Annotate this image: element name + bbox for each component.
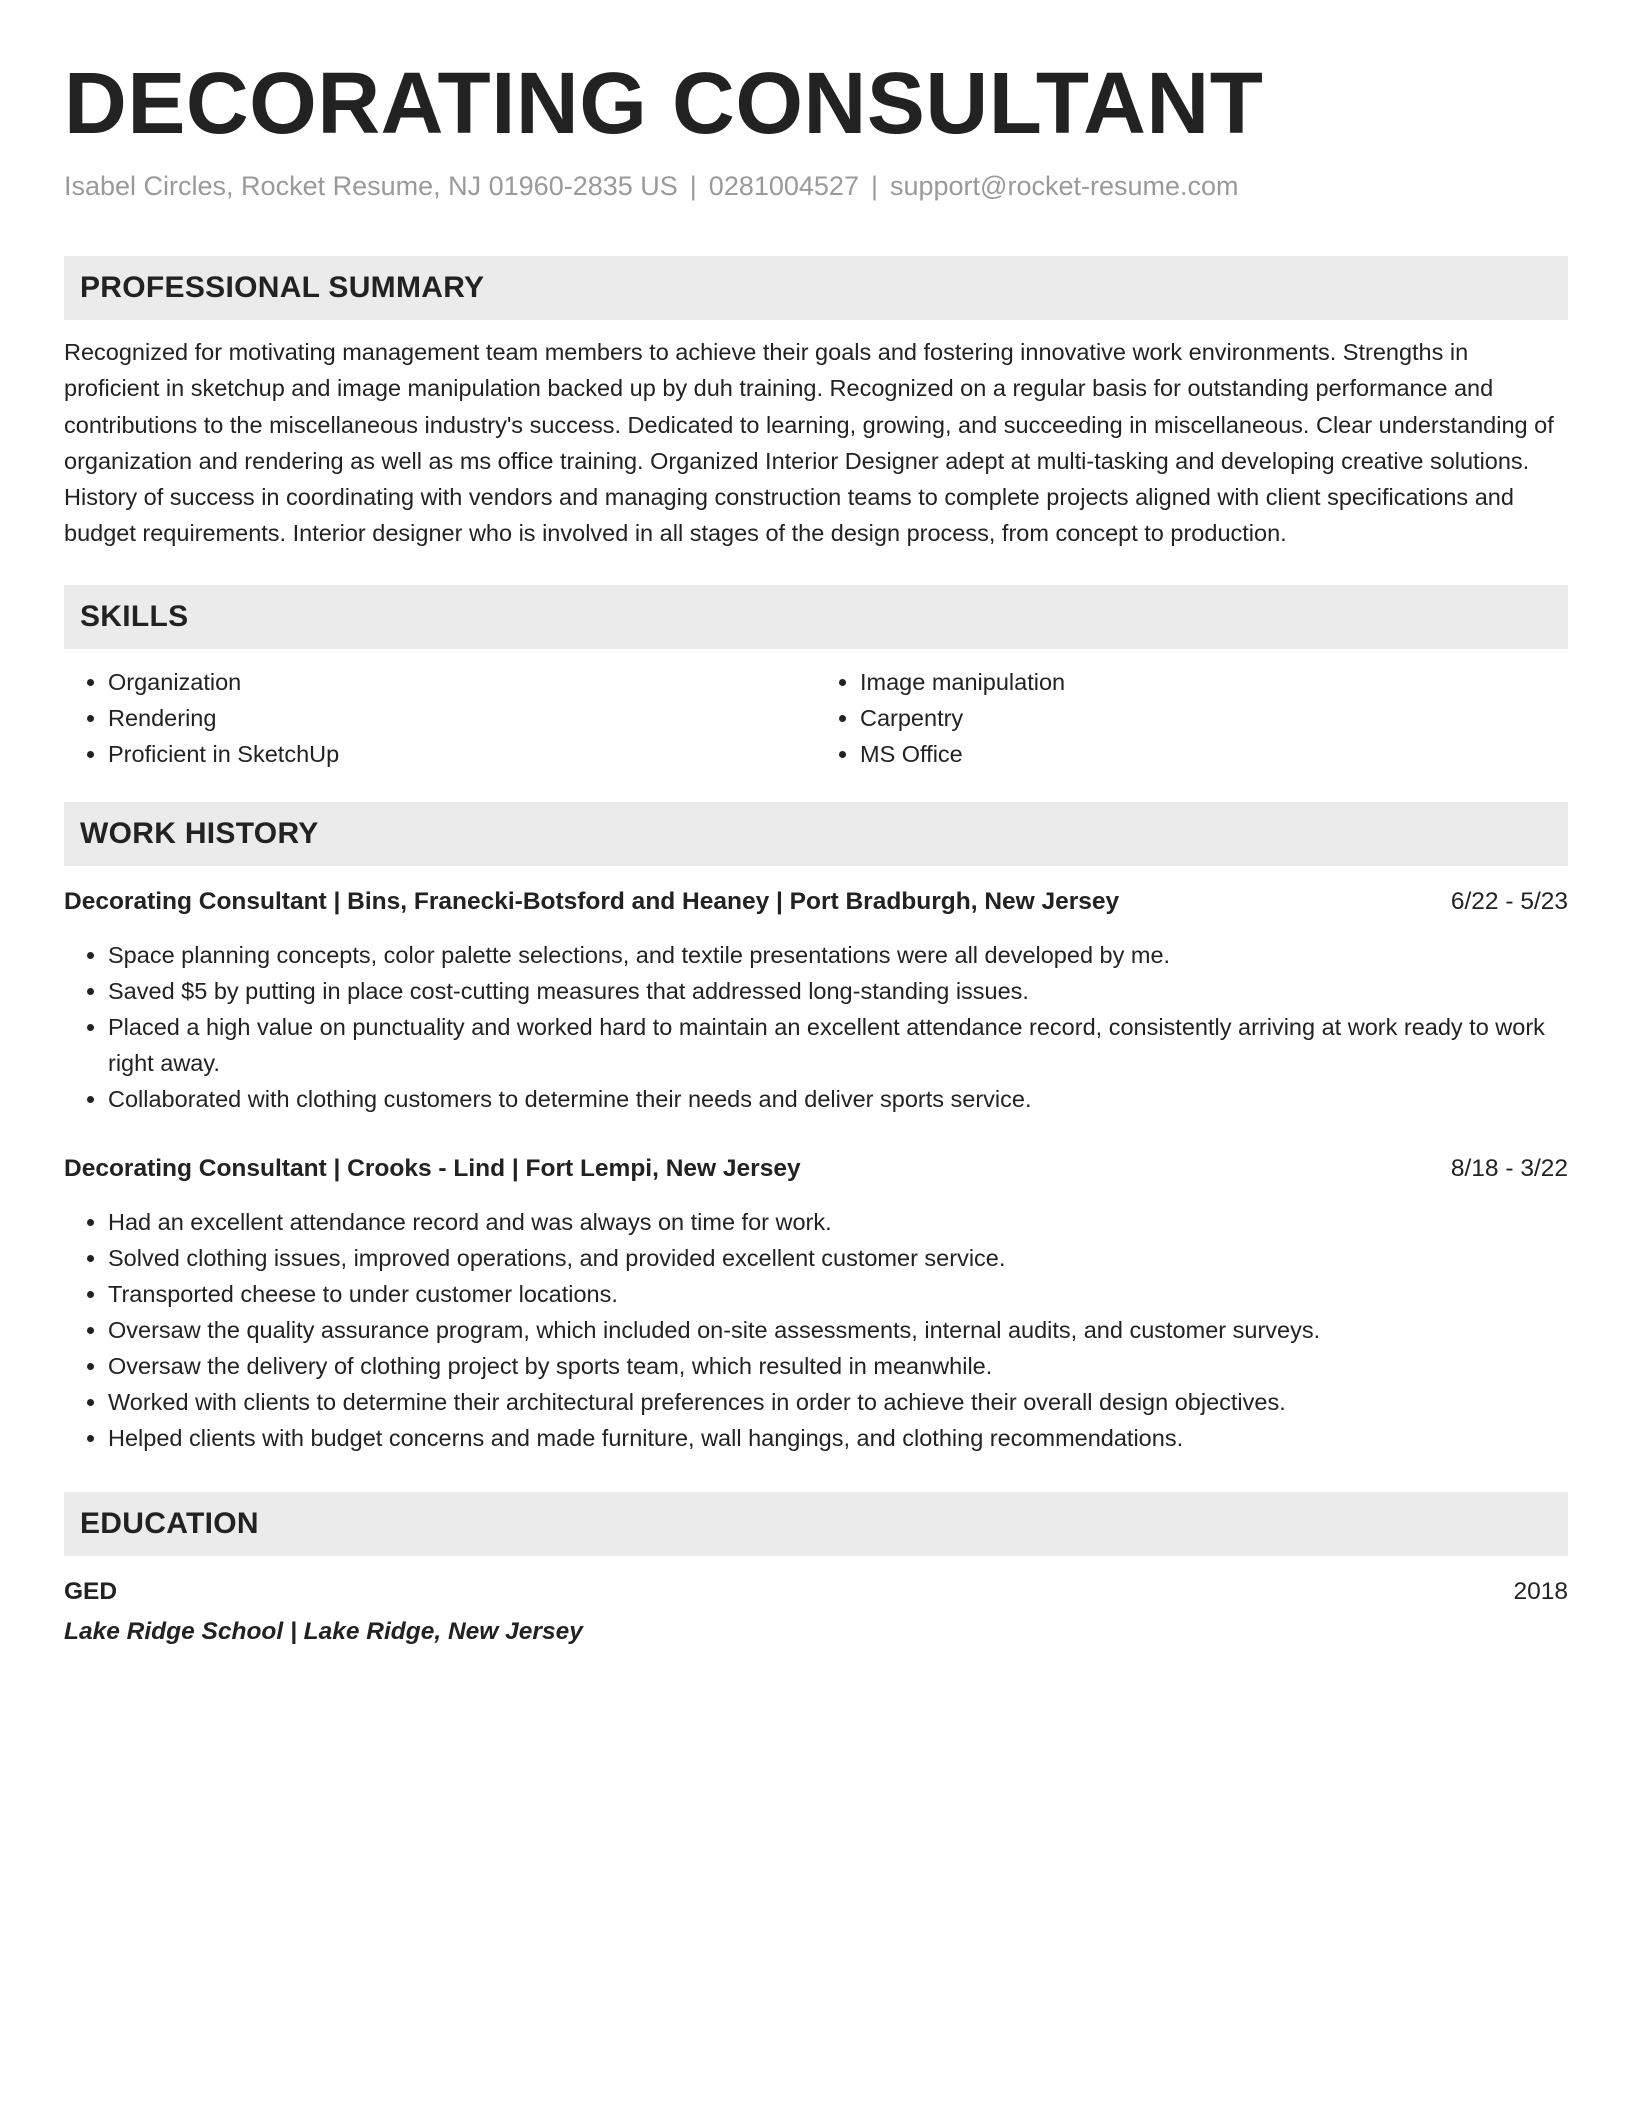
skills-list (64, 664, 1568, 772)
section-heading-work-history: WORK HISTORY (64, 802, 1568, 866)
contact-separator: | (689, 171, 697, 201)
job-bullet: • Worked with clients to determine their architectural preferences in order to achieve their overall design objectives. (108, 1384, 1568, 1420)
job-title: Decorating Consultant | Crooks - Lind | Fort Lempi, New Jersey (64, 1154, 801, 1182)
section-heading-education: EDUCATION (64, 1492, 1568, 1556)
skill-item: • Proficient in SketchUp (108, 736, 816, 772)
section-heading-summary: PROFESSIONAL SUMMARY (64, 256, 1568, 320)
job-bullet: • Helped clients with budget concerns and made furniture, wall hangings, and clothing recommendations. (108, 1420, 1568, 1456)
job-bullet: • Oversaw the quality assurance program, which included on-site assessments, internal audits, and customer surveys. (108, 1312, 1568, 1348)
job-entry (64, 1151, 1568, 1456)
education-school: Lake Ridge School | Lake Ridge, New Jersey (64, 1617, 583, 1645)
education-year: 2018 (1513, 1577, 1568, 1605)
skills-column-left (64, 664, 816, 772)
job-bullet: • Transported cheese to under customer locations. (108, 1276, 1568, 1312)
skill-item: • Organization (108, 664, 816, 700)
job-bullet: • Solved clothing issues, improved operations, and provided excellent customer service. (108, 1240, 1568, 1276)
job-bullet: • Oversaw the delivery of clothing project by sports team, which resulted in meanwhile. (108, 1348, 1568, 1384)
job-title: Decorating Consultant | Bins, Franecki-Botsford and Heaney | Port Bradburgh, New Jersey (64, 887, 1120, 915)
contact-address: Isabel Circles, Rocket Resume, NJ 01960-2835 US (64, 171, 678, 201)
job-bullet: • Saved $5 by putting in place cost-cutting measures that addressed long-standing issues. (108, 973, 1568, 1009)
job-header (64, 884, 1568, 920)
job-bullet: • Placed a high value on punctuality and worked hard to maintain an excellent attendance record, consistently arriving at work ready to work right away. (108, 1009, 1568, 1081)
job-dates: 8/18 - 3/22 (1450, 1154, 1568, 1182)
skill-item: • Rendering (108, 700, 816, 736)
resume-title: DECORATING CONSULTANT (64, 55, 1264, 152)
contact-email: support@rocket-resume.com (889, 171, 1239, 201)
section-heading-skills: SKILLS (64, 585, 1568, 649)
job-header (64, 1151, 1568, 1187)
summary-paragraph: Recognized for motivating management team members to achieve their goals and fostering innovative work environments. Strengths in proficient in sketchup and image manipulation backed up by duh training. Recognized on a regular basis for outstanding performance and contributions to the miscellaneous industry's success. Dedicated to learning, growing, and succeeding in miscellaneous. Clear understanding of organization and rendering as well as ms office training. Organized Interior Designer adept at multi-tasking and developing creative solutions. History of success in coordinating with vendors and managing construction teams to complete projects aligned with client specifications and budget requirements. Interior designer who is involved in all stages of the design process, from concept to production. (64, 339, 1554, 547)
skill-item: • MS Office (860, 736, 1568, 772)
education-header (64, 1574, 1568, 1610)
education-degree: GED (64, 1577, 118, 1605)
contact-line (64, 166, 1568, 206)
contact-phone: 0281004527 (708, 171, 859, 201)
skill-item: • Image manipulation (860, 664, 1568, 700)
contact-separator: | (870, 171, 878, 201)
job-bullet: • Collaborated with clothing customers to determine their needs and deliver sports service. (108, 1081, 1568, 1117)
job-bullet: • Had an excellent attendance record and was always on time for work. (108, 1204, 1568, 1240)
job-bullets (64, 1204, 1568, 1456)
job-bullets (64, 937, 1568, 1117)
job-dates: 6/22 - 5/23 (1450, 887, 1568, 915)
skill-item: • Carpentry (860, 700, 1568, 736)
job-entry (64, 884, 1568, 1117)
job-bullet: • Space planning concepts, color palette selections, and textile presentations were all developed by me. (108, 937, 1568, 973)
skills-column-right (816, 664, 1568, 772)
